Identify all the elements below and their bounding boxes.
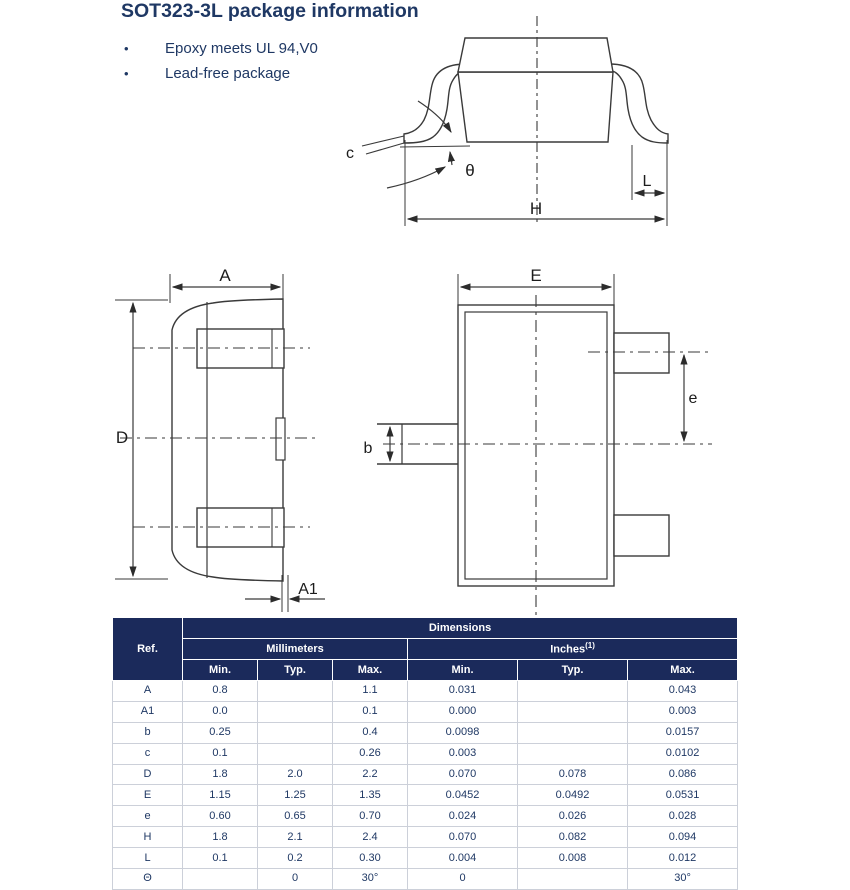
cell-mm-typ: 2.1 [258,827,333,848]
feature-text: Lead-free package [165,65,291,82]
cell-mm-typ: 0.65 [258,806,333,827]
footnote-marker: (1) [585,641,595,651]
ref-header: Ref. [113,618,183,681]
cell-in-min: 0.070 [408,827,518,848]
cell-in-typ: 0.082 [518,827,628,848]
cell-mm-min: 0.60 [183,806,258,827]
dim-label-b: b [363,440,373,457]
cell-ref: e [113,806,183,827]
dim-label-e: e [688,390,698,407]
feature-text: Epoxy meets UL 94,V0 [165,40,318,57]
cell-ref: L [113,848,183,869]
dim-label-L: L [642,173,652,190]
col-header: Typ. [258,660,333,681]
cell-mm-max: 2.4 [333,827,408,848]
bullet-icon: • [124,41,129,56]
dim-label-H: H [529,199,543,218]
cell-ref: Θ [113,869,183,890]
table-row [113,827,738,848]
cell-mm-max: 0.70 [333,806,408,827]
cell-mm-typ [258,722,333,743]
cell-mm-min [183,869,258,890]
cell-ref: E [113,785,183,806]
cell-in-max: 0.043 [628,681,738,702]
cell-in-max: 0.0531 [628,785,738,806]
cell-in-typ [518,743,628,764]
page-title: SOT323-3L package information [121,0,419,22]
cell-in-min: 0.0452 [408,785,518,806]
cell-in-min: 0 [408,869,518,890]
cell-in-max: 0.086 [628,764,738,785]
dimensions-table [112,617,738,890]
cell-mm-min: 0.1 [183,848,258,869]
cell-in-min: 0.0098 [408,722,518,743]
table-row [113,681,738,702]
table-header-row [113,618,738,639]
cell-in-typ [518,869,628,890]
dim-label-A: A [219,266,231,285]
dim-label-E: E [530,266,542,285]
cell-mm-min: 0.1 [183,743,258,764]
cell-mm-min: 1.8 [183,827,258,848]
cell-in-max: 0.003 [628,701,738,722]
front-view-drawing [115,274,325,612]
cell-mm-typ: 0.2 [258,848,333,869]
cell-ref: H [113,827,183,848]
table-row [113,764,738,785]
dim-label-D: D [115,428,129,447]
cell-in-max: 0.0102 [628,743,738,764]
dim-label-c: c [346,145,354,162]
cell-mm-max: 0.4 [333,722,408,743]
cell-mm-max: 2.2 [333,764,408,785]
cell-mm-typ: 0 [258,869,333,890]
table-row [113,869,738,890]
table-row [113,806,738,827]
cell-mm-max: 0.1 [333,701,408,722]
table-row [113,785,738,806]
cell-mm-max: 1.35 [333,785,408,806]
cell-mm-max: 30° [333,869,408,890]
table-header-row [113,639,738,660]
cell-mm-max: 1.1 [333,681,408,702]
cell-in-max: 0.028 [628,806,738,827]
cell-mm-typ [258,701,333,722]
cell-in-typ: 0.078 [518,764,628,785]
cell-in-max: 0.012 [628,848,738,869]
table-row [113,722,738,743]
cell-in-min: 0.024 [408,806,518,827]
millimeters-header: Millimeters [183,639,408,660]
cell-ref: c [113,743,183,764]
bullet-icon: • [124,66,129,81]
cell-in-min: 0.004 [408,848,518,869]
table-row [113,848,738,869]
dimensions-header: Dimensions [183,618,738,639]
cell-ref: D [113,764,183,785]
col-header: Min. [408,660,518,681]
cell-in-typ [518,722,628,743]
col-header: Typ. [518,660,628,681]
cell-in-typ: 0.026 [518,806,628,827]
cell-in-typ [518,701,628,722]
cell-mm-typ: 2.0 [258,764,333,785]
cell-mm-max: 0.26 [333,743,408,764]
cell-in-max: 30° [628,869,738,890]
cell-mm-min: 0.8 [183,681,258,702]
col-header: Max. [333,660,408,681]
cell-in-min: 0.000 [408,701,518,722]
cell-mm-typ: 1.25 [258,785,333,806]
dim-label-theta: θ [465,161,475,180]
cell-in-min: 0.003 [408,743,518,764]
cell-mm-min: 1.8 [183,764,258,785]
cell-mm-min: 0.25 [183,722,258,743]
cell-in-typ: 0.0492 [518,785,628,806]
col-header: Min. [183,660,258,681]
side-view-drawing [362,16,668,226]
top-view-drawing [377,274,712,617]
cell-mm-typ [258,681,333,702]
cell-ref: A [113,681,183,702]
cell-in-typ: 0.008 [518,848,628,869]
table-header-row [113,660,738,681]
cell-mm-max: 0.30 [333,848,408,869]
cell-in-max: 0.0157 [628,722,738,743]
cell-mm-typ [258,743,333,764]
cell-ref: A1 [113,701,183,722]
cell-mm-min: 0.0 [183,701,258,722]
cell-in-min: 0.070 [408,764,518,785]
table-row [113,743,738,764]
cell-in-max: 0.094 [628,827,738,848]
dim-label-A1: A1 [298,581,318,598]
cell-in-typ [518,681,628,702]
col-header: Max. [628,660,738,681]
cell-in-min: 0.031 [408,681,518,702]
cell-ref: b [113,722,183,743]
inches-header: Inches$^{(1)}$ [408,639,738,660]
table-row [113,701,738,722]
cell-mm-min: 1.15 [183,785,258,806]
